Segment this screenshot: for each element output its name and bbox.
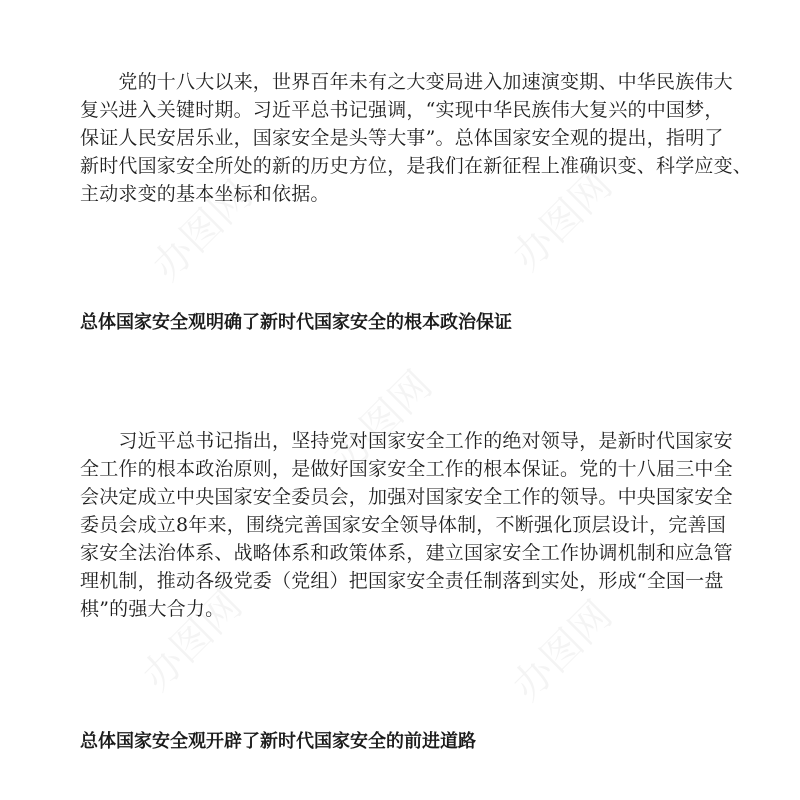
section-heading-1: 总体国家安全观明确了新时代国家安全的根本政治保证 xyxy=(80,312,512,333)
paragraph-line: 复兴进入关键时期。习近平总书记强调，“实现中华民族伟大复兴的中国梦， xyxy=(80,99,724,121)
paragraph-line: 党的十八大以来，世界百年未有之大变局进入加速演变期、中华民族伟大 xyxy=(80,71,733,93)
paragraph-line: 棋”的强大合力。 xyxy=(80,598,225,620)
paragraph-line: 保证人民安居乐业，国家安全是头等大事”。总体国家安全观的提出，指明了 xyxy=(80,127,724,149)
paragraph-line: 会决定成立中央国家安全委员会，加强对国家安全工作的领导。中央国家安全 xyxy=(80,486,733,508)
paragraph-line: 委员会成立8年来，围绕完善国家安全领导体制，不断强化顶层设计，完善国 xyxy=(80,514,726,536)
paragraph-1 xyxy=(80,68,770,208)
paragraph-2 xyxy=(80,427,770,623)
paragraph-line: 新时代国家安全所处的新的历史方位，是我们在新征程上准确识变、科学应变、 xyxy=(80,155,753,177)
paragraph-line: 主动求变的基本坐标和依据。 xyxy=(80,183,330,205)
paragraph-line: 理机制，推动各级党委（党组）把国家安全责任制落到实处，形成“全国一盘 xyxy=(80,570,724,592)
paragraph-line: 家安全法治体系、战略体系和政策体系，建立国家安全工作协调机制和应急管 xyxy=(80,542,733,564)
paragraph-line: 全工作的根本政治原则，是做好国家安全工作的根本保证。党的十八届三中全 xyxy=(80,458,733,480)
paragraph-line: 习近平总书记指出，坚持党对国家安全工作的绝对领导，是新时代国家安 xyxy=(80,430,733,452)
section-heading-2: 总体国家安全观开辟了新时代国家安全的前进道路 xyxy=(80,731,476,752)
